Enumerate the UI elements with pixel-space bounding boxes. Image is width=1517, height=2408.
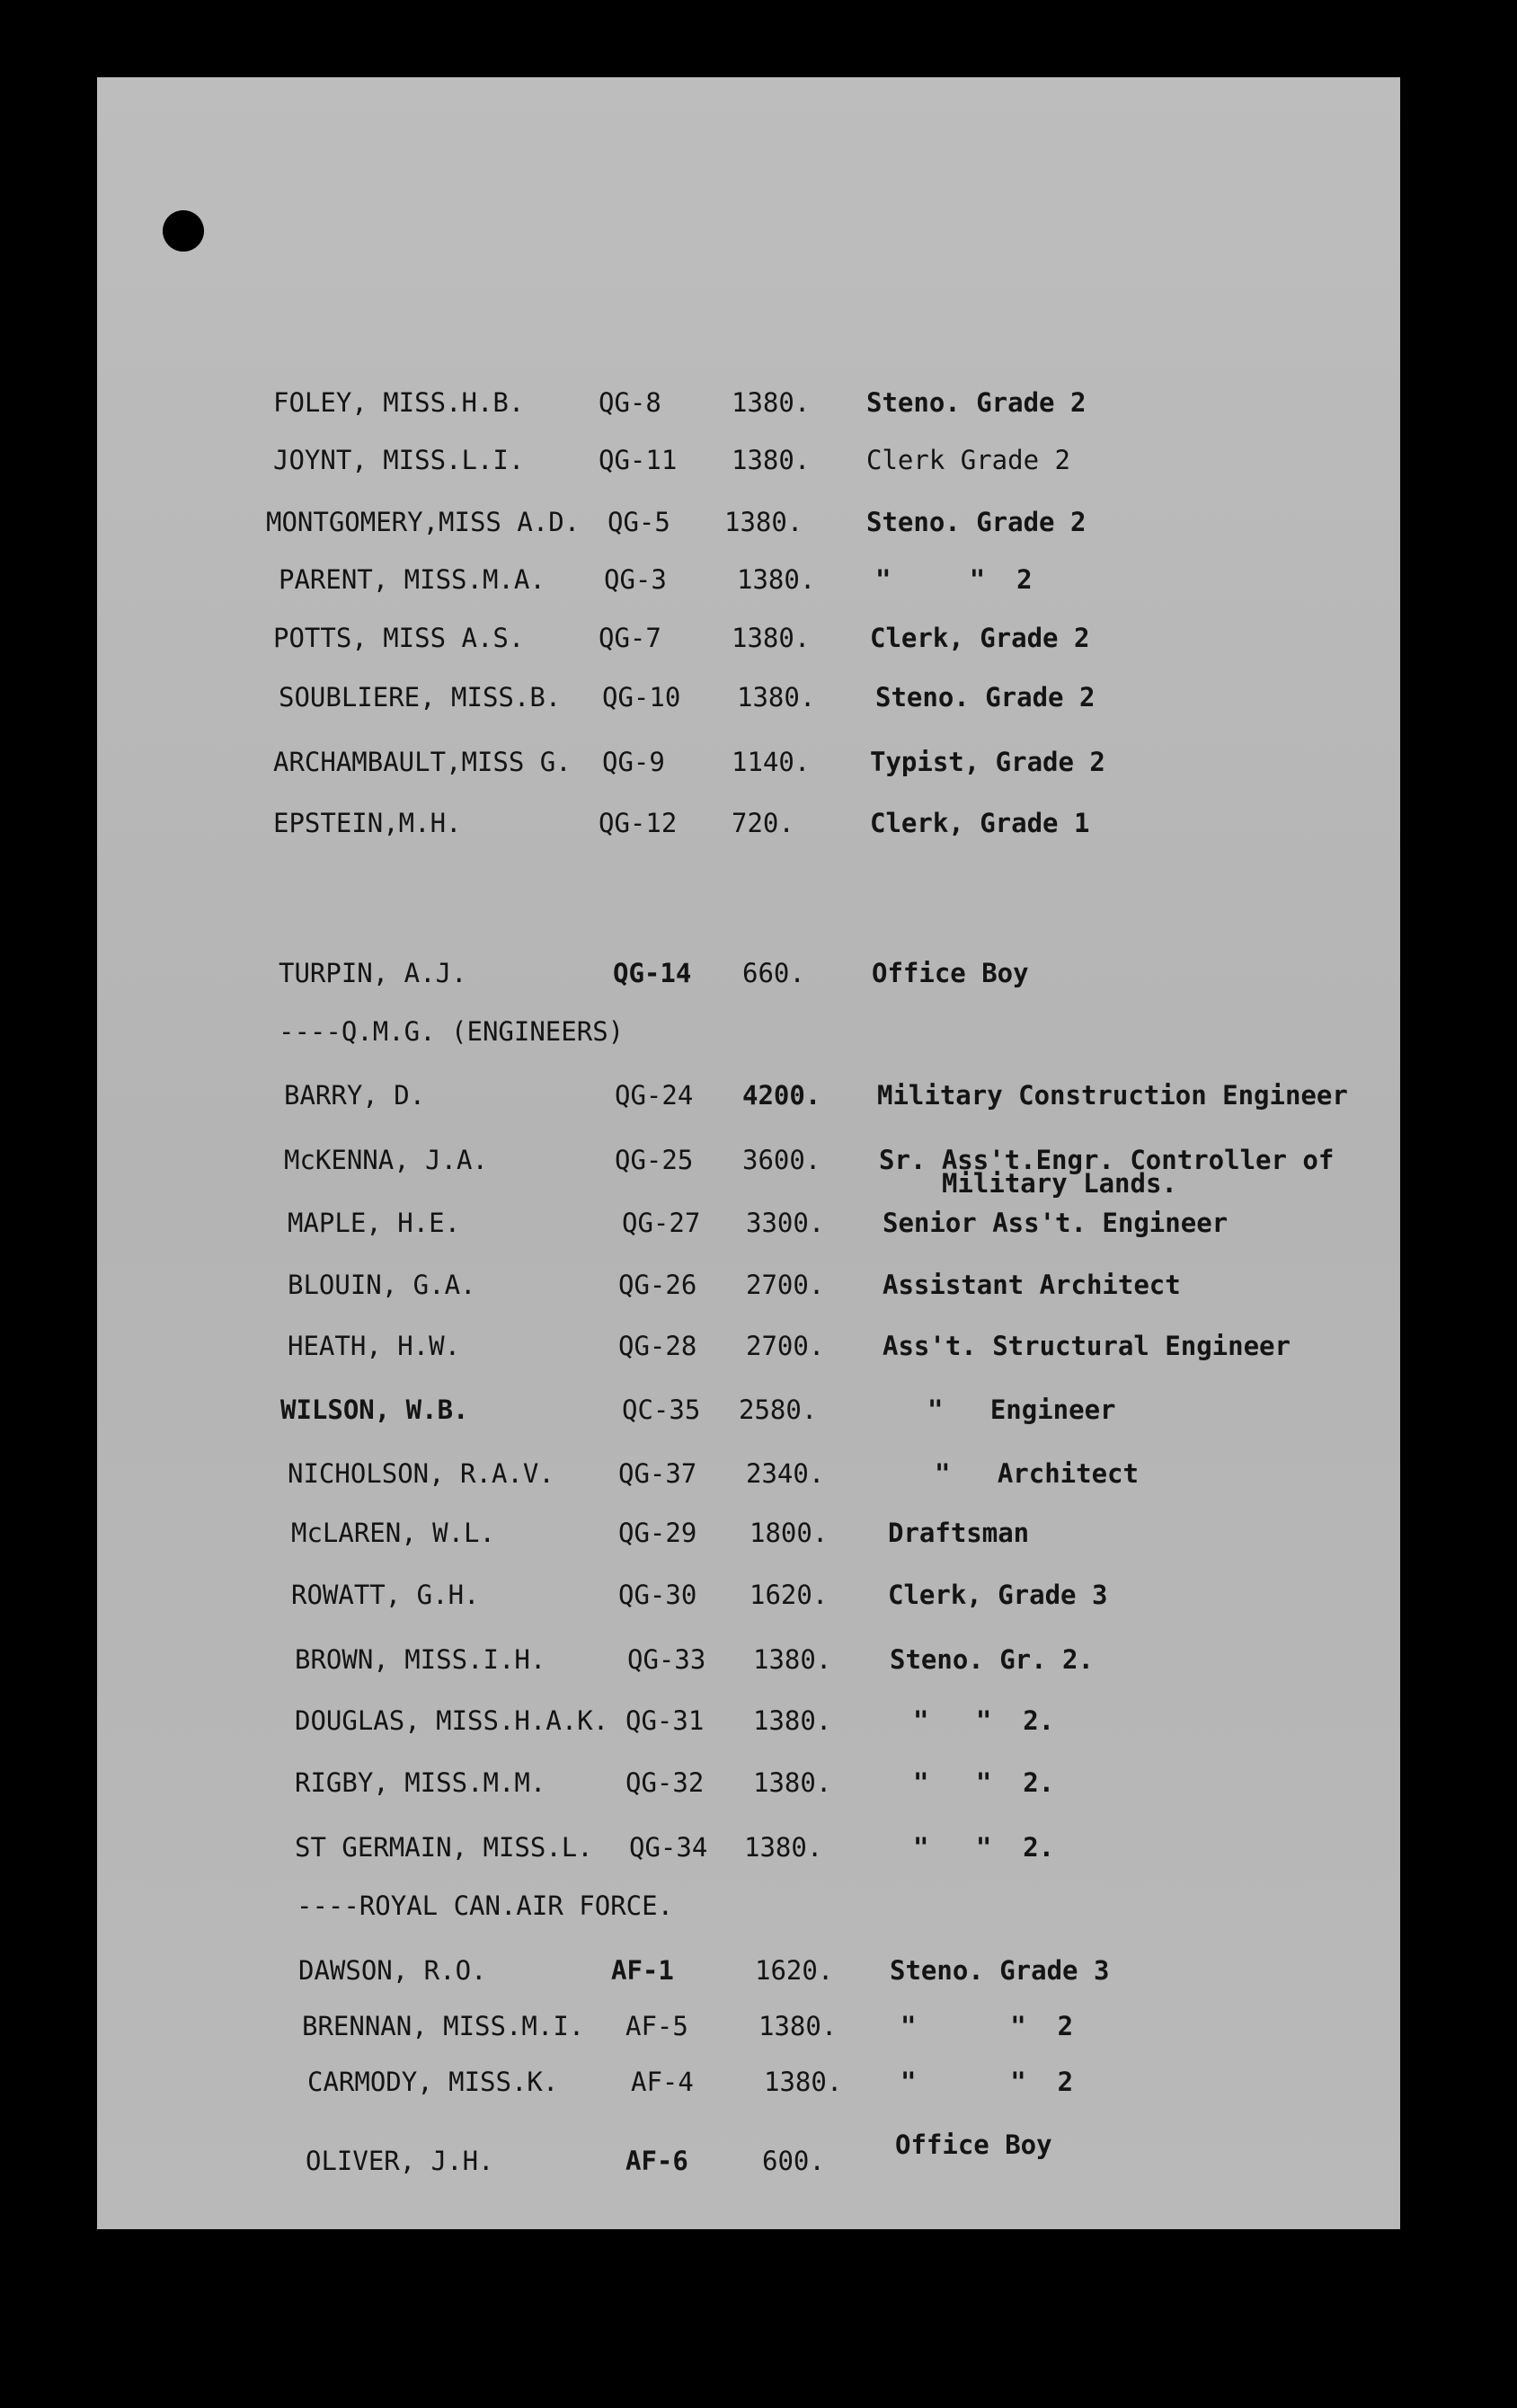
document-page <box>97 77 1400 2229</box>
employee-name: HEATH, H.W. <box>288 1331 461 1361</box>
job-title: Clerk, Grade 2 <box>870 623 1090 653</box>
salary: 1380. <box>724 507 803 537</box>
job-title: Draftsman <box>888 1518 1030 1548</box>
employee-name: SOUBLIERE, MISS.B. <box>279 682 562 713</box>
job-title: " " 2. <box>913 1767 1055 1798</box>
employee-name: FOLEY, MISS.H.B. <box>273 387 525 418</box>
position-code: QG-11 <box>599 445 678 475</box>
position-code: QG-12 <box>599 808 678 838</box>
salary: 1380. <box>732 387 811 418</box>
employee-name: ARCHAMBAULT,MISS G. <box>273 747 572 777</box>
employee-name: BROWN, MISS.I.H. <box>295 1644 546 1675</box>
employee-name: PARENT, MISS.M.A. <box>279 564 546 595</box>
salary: 1620. <box>755 1955 834 1986</box>
position-code: QG-28 <box>618 1331 697 1361</box>
job-title: Clerk Grade 2 <box>866 445 1070 475</box>
position-code: QG-7 <box>599 623 661 653</box>
job-title: Clerk, Grade 1 <box>870 808 1090 838</box>
position-code: QG-5 <box>608 507 670 537</box>
salary: 660. <box>742 958 805 988</box>
salary: 3300. <box>746 1208 825 1238</box>
employee-name: MONTGOMERY,MISS A.D. <box>266 507 581 537</box>
employee-name: McKENNA, J.A. <box>284 1145 488 1175</box>
employee-name: BARRY, D. <box>284 1080 426 1111</box>
job-title-continuation: Military Lands. <box>942 1168 1177 1199</box>
job-title: Senior Ass't. Engineer <box>883 1208 1229 1238</box>
job-title: Steno. Gr. 2. <box>890 1644 1094 1675</box>
employee-name: BLOUIN, G.A. <box>288 1270 476 1300</box>
employee-name: JOYNT, MISS.L.I. <box>273 445 525 475</box>
position-code: QG-10 <box>602 682 681 713</box>
salary: 3600. <box>742 1145 821 1175</box>
position-code: AF-1 <box>611 1955 674 1986</box>
job-title: Steno. Grade 2 <box>866 387 1087 418</box>
position-code: QG-9 <box>602 747 665 777</box>
job-title: Sr. Ass't.Engr. Controller of <box>879 1145 1335 1175</box>
job-title: " " 2 <box>900 2067 1074 2097</box>
salary: 1380. <box>737 682 816 713</box>
job-title: Typist, Grade 2 <box>870 747 1105 777</box>
salary: 1380. <box>753 1767 832 1798</box>
job-title: Military Construction Engineer <box>877 1080 1348 1111</box>
position-code: QG-37 <box>618 1458 697 1489</box>
employee-name: ST GERMAIN, MISS.L. <box>295 1832 593 1863</box>
job-title: Office Boy <box>895 2129 1052 2160</box>
salary: 2340. <box>746 1458 825 1489</box>
salary: 1380. <box>758 2011 838 2041</box>
position-code: QG-30 <box>618 1580 697 1610</box>
job-title: Clerk, Grade 3 <box>888 1580 1108 1610</box>
section-heading: ----Q.M.G. (ENGINEERS) <box>279 1016 625 1047</box>
job-title: Assistant Architect <box>883 1270 1181 1300</box>
position-code: QG-32 <box>625 1767 705 1798</box>
job-title: " Engineer <box>927 1394 1116 1425</box>
salary: 1380. <box>732 623 811 653</box>
employee-name: NICHOLSON, R.A.V. <box>288 1458 554 1489</box>
position-code: QG-26 <box>618 1270 697 1300</box>
job-title: Ass't. Structural Engineer <box>883 1331 1291 1361</box>
salary: 1620. <box>750 1580 829 1610</box>
position-code: QG-14 <box>613 958 692 988</box>
salary: 1380. <box>753 1644 832 1675</box>
punch-hole <box>163 210 204 252</box>
salary: 1380. <box>737 564 816 595</box>
employee-name: BRENNAN, MISS.M.I. <box>302 2011 585 2041</box>
job-title: Steno. Grade 2 <box>866 507 1087 537</box>
salary: 4200. <box>742 1080 821 1111</box>
salary: 720. <box>732 808 794 838</box>
salary: 1380. <box>744 1832 823 1863</box>
job-title: " " 2 <box>875 564 1033 595</box>
employee-name: OLIVER, J.H. <box>306 2146 494 2176</box>
position-code: QG-31 <box>625 1705 705 1736</box>
position-code: AF-6 <box>625 2146 688 2176</box>
employee-name: DOUGLAS, MISS.H.A.K. <box>295 1705 609 1736</box>
job-title: " Architect <box>935 1458 1139 1489</box>
position-code: QG-24 <box>615 1080 694 1111</box>
salary: 1380. <box>764 2067 843 2097</box>
employee-name: RIGBY, MISS.M.M. <box>295 1767 546 1798</box>
salary: 2700. <box>746 1331 825 1361</box>
employee-name: TURPIN, A.J. <box>279 958 467 988</box>
job-title: " " 2. <box>913 1705 1055 1736</box>
position-code: QG-33 <box>627 1644 706 1675</box>
salary: 1800. <box>750 1518 829 1548</box>
salary: 1380. <box>753 1705 832 1736</box>
employee-name: DAWSON, R.O. <box>298 1955 487 1986</box>
position-code: QG-34 <box>629 1832 708 1863</box>
salary: 2700. <box>746 1270 825 1300</box>
position-code: AF-4 <box>631 2067 694 2097</box>
section-heading: ----ROYAL CAN.AIR FORCE. <box>297 1890 674 1921</box>
salary: 2580. <box>739 1394 818 1425</box>
salary: 1380. <box>732 445 811 475</box>
position-code: QC-35 <box>622 1394 701 1425</box>
employee-name: CARMODY, MISS.K. <box>307 2067 559 2097</box>
employee-name: ROWATT, G.H. <box>291 1580 480 1610</box>
job-title: " " 2 <box>900 2011 1074 2041</box>
job-title: Steno. Grade 3 <box>890 1955 1110 1986</box>
position-code: QG-27 <box>622 1208 701 1238</box>
job-title: Steno. Grade 2 <box>875 682 1096 713</box>
position-code: QG-29 <box>618 1518 697 1548</box>
employee-name: EPSTEIN,M.H. <box>273 808 462 838</box>
position-code: QG-8 <box>599 387 661 418</box>
job-title: " " 2. <box>913 1832 1055 1863</box>
employee-name: WILSON, W.B. <box>280 1394 469 1425</box>
employee-name: McLAREN, W.L. <box>291 1518 495 1548</box>
employee-name: POTTS, MISS A.S. <box>273 623 525 653</box>
salary: 600. <box>762 2146 825 2176</box>
position-code: QG-25 <box>615 1145 694 1175</box>
position-code: QG-3 <box>604 564 667 595</box>
employee-name: MAPLE, H.E. <box>288 1208 461 1238</box>
position-code: AF-5 <box>625 2011 688 2041</box>
salary: 1140. <box>732 747 811 777</box>
job-title: Office Boy <box>872 958 1029 988</box>
